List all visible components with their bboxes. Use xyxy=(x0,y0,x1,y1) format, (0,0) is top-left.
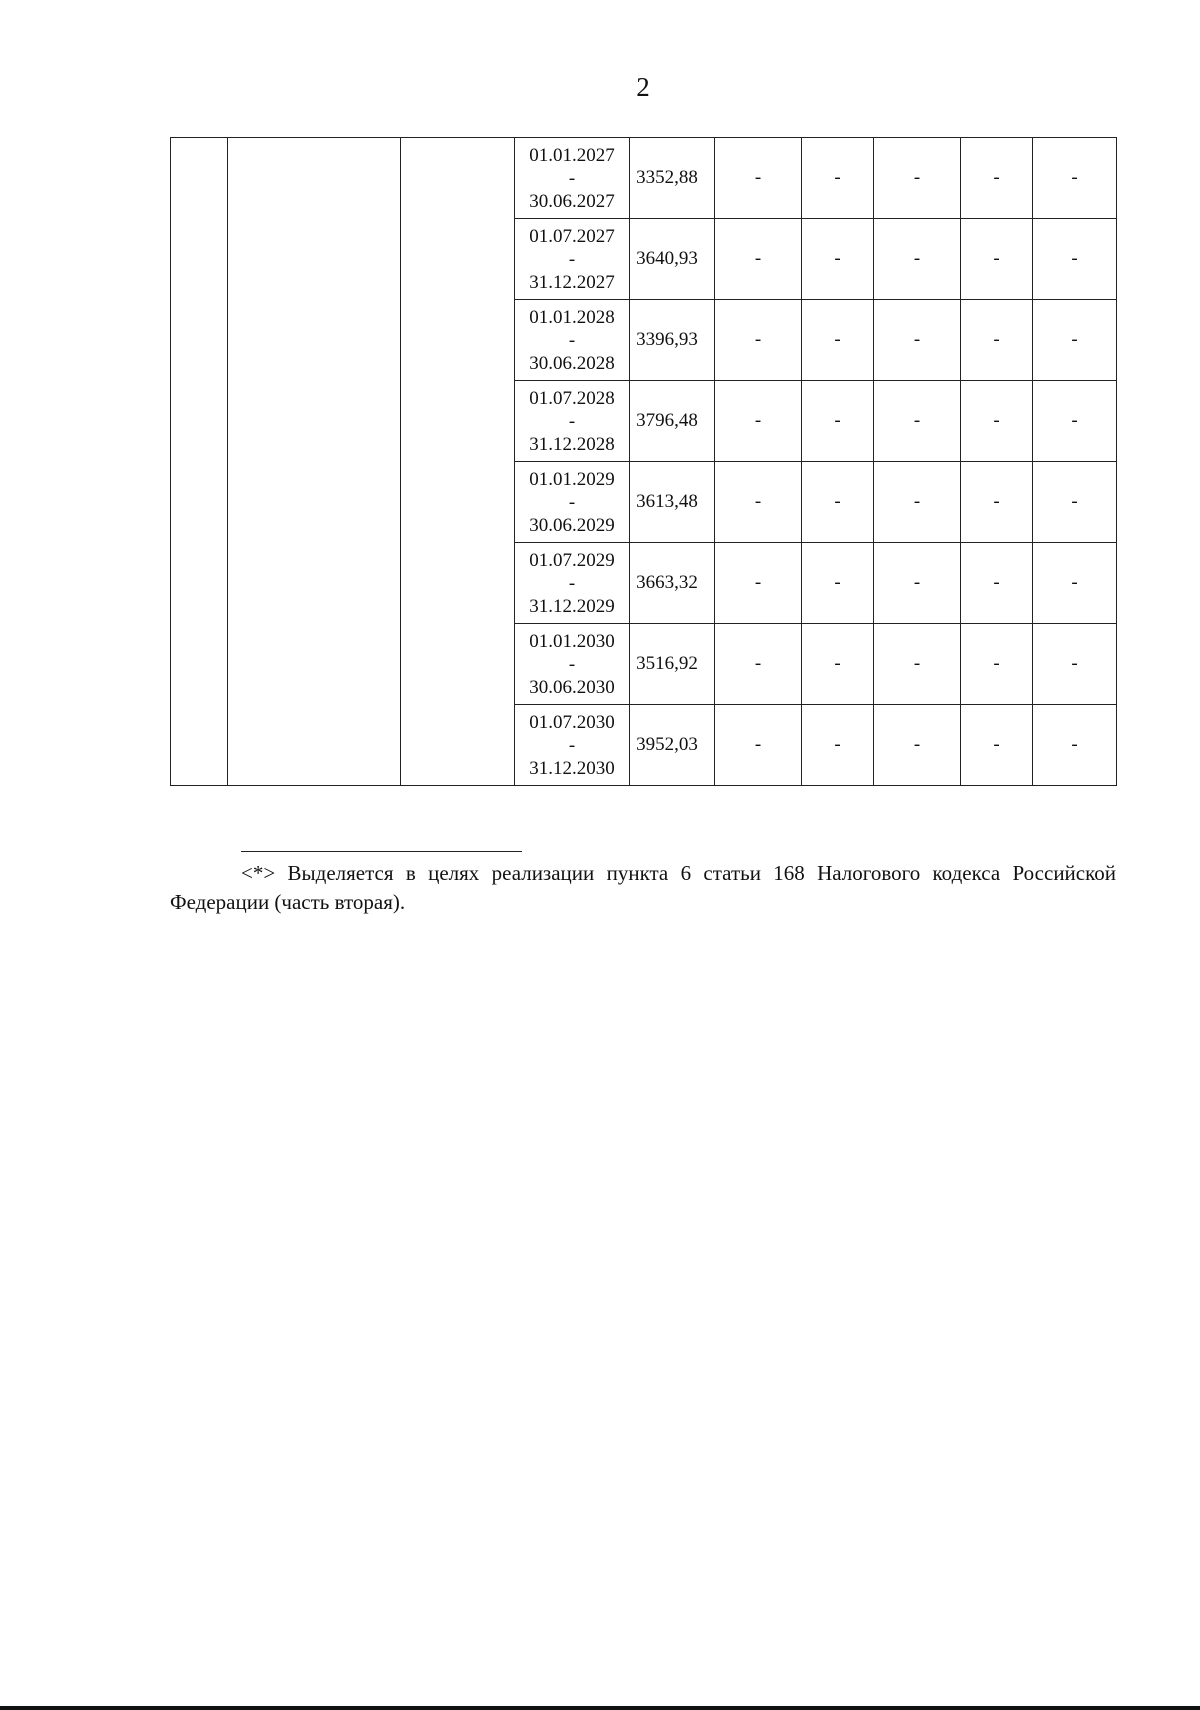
period-cell xyxy=(515,462,630,543)
period-start: 01.07.2027 xyxy=(529,225,615,247)
period-cell xyxy=(515,543,630,624)
tariff-value: 3516,92 xyxy=(636,653,698,674)
period-end: 31.12.2027 xyxy=(529,271,615,293)
period-cell xyxy=(515,138,630,219)
value-cell xyxy=(630,138,715,219)
tariff-value: 3352,88 xyxy=(636,167,698,188)
dash-cell: - xyxy=(715,219,802,300)
period-end: 31.12.2029 xyxy=(529,595,615,617)
tariff-table-body xyxy=(171,138,1117,786)
dash-cell: - xyxy=(961,705,1033,786)
tariff-value: 3796,48 xyxy=(636,410,698,431)
dash-cell: - xyxy=(961,219,1033,300)
dash-cell: - xyxy=(961,138,1033,219)
period-separator: - xyxy=(568,167,576,189)
dash-cell: - xyxy=(802,624,874,705)
dash-cell: - xyxy=(1033,624,1117,705)
dash-cell: - xyxy=(715,138,802,219)
period-start: 01.07.2028 xyxy=(529,387,615,409)
dash-cell: - xyxy=(802,300,874,381)
table-row xyxy=(171,138,1117,219)
dash-cell: - xyxy=(715,300,802,381)
footnote-divider xyxy=(241,851,522,852)
dash-cell: - xyxy=(1033,462,1117,543)
dash-cell: - xyxy=(961,462,1033,543)
value-cell xyxy=(630,462,715,543)
dash-cell: - xyxy=(874,300,961,381)
merged-cell-col3 xyxy=(401,138,515,786)
period-cell xyxy=(515,300,630,381)
tariff-value: 3613,48 xyxy=(636,491,698,512)
dash-cell: - xyxy=(715,462,802,543)
dash-cell: - xyxy=(961,381,1033,462)
period-cell xyxy=(515,705,630,786)
value-cell xyxy=(630,300,715,381)
dash-cell: - xyxy=(874,219,961,300)
period-cell xyxy=(515,381,630,462)
tariff-value: 3396,93 xyxy=(636,329,698,350)
dash-cell: - xyxy=(802,219,874,300)
dash-cell: - xyxy=(961,543,1033,624)
period-separator: - xyxy=(568,653,576,675)
period-separator: - xyxy=(568,572,576,594)
page-number: 2 xyxy=(636,72,650,102)
tariff-table xyxy=(170,137,1117,786)
period-start: 01.01.2027 xyxy=(529,144,615,166)
dash-cell: - xyxy=(715,381,802,462)
value-cell xyxy=(630,543,715,624)
value-cell xyxy=(630,705,715,786)
period-separator: - xyxy=(568,410,576,432)
dash-cell: - xyxy=(961,624,1033,705)
dash-cell: - xyxy=(874,381,961,462)
scan-edge-line xyxy=(0,1706,1200,1710)
dash-cell: - xyxy=(715,705,802,786)
dash-cell: - xyxy=(874,705,961,786)
period-end: 30.06.2029 xyxy=(529,514,615,536)
dash-cell: - xyxy=(1033,219,1117,300)
dash-cell: - xyxy=(802,705,874,786)
tariff-value: 3640,93 xyxy=(636,248,698,269)
merged-cell-col2 xyxy=(228,138,401,786)
dash-cell: - xyxy=(874,543,961,624)
footnote: <*> Выделяется в целях реализации пункта 6 статьи 168 Налогового кодекса Российской Федерации (часть вторая). xyxy=(170,861,1116,914)
dash-cell: - xyxy=(1033,300,1117,381)
value-cell xyxy=(630,381,715,462)
dash-cell: - xyxy=(1033,138,1117,219)
period-start: 01.01.2030 xyxy=(529,630,615,652)
period-separator: - xyxy=(568,734,576,756)
tariff-value: 3663,32 xyxy=(636,572,698,593)
period-end: 30.06.2028 xyxy=(529,352,615,374)
dash-cell: - xyxy=(802,381,874,462)
dash-cell: - xyxy=(1033,705,1117,786)
period-separator: - xyxy=(568,491,576,513)
period-cell xyxy=(515,624,630,705)
dash-cell: - xyxy=(961,300,1033,381)
period-separator: - xyxy=(568,329,576,351)
period-end: 30.06.2027 xyxy=(529,190,615,212)
dash-cell: - xyxy=(802,543,874,624)
tariff-value: 3952,03 xyxy=(636,734,698,755)
period-start: 01.07.2030 xyxy=(529,711,615,733)
dash-cell: - xyxy=(802,462,874,543)
dash-cell: - xyxy=(874,462,961,543)
dash-cell: - xyxy=(715,543,802,624)
period-cell xyxy=(515,219,630,300)
period-end: 31.12.2028 xyxy=(529,433,615,455)
dash-cell: - xyxy=(1033,381,1117,462)
period-end: 31.12.2030 xyxy=(529,757,615,779)
dash-cell: - xyxy=(1033,543,1117,624)
period-end: 30.06.2030 xyxy=(529,676,615,698)
period-separator: - xyxy=(568,248,576,270)
dash-cell: - xyxy=(874,138,961,219)
period-start: 01.01.2028 xyxy=(529,306,615,328)
value-cell xyxy=(630,219,715,300)
dash-cell: - xyxy=(874,624,961,705)
dash-cell: - xyxy=(715,624,802,705)
period-start: 01.01.2029 xyxy=(529,468,615,490)
value-cell xyxy=(630,624,715,705)
merged-cell-col1 xyxy=(171,138,228,786)
period-start: 01.07.2029 xyxy=(529,549,615,571)
dash-cell: - xyxy=(802,138,874,219)
